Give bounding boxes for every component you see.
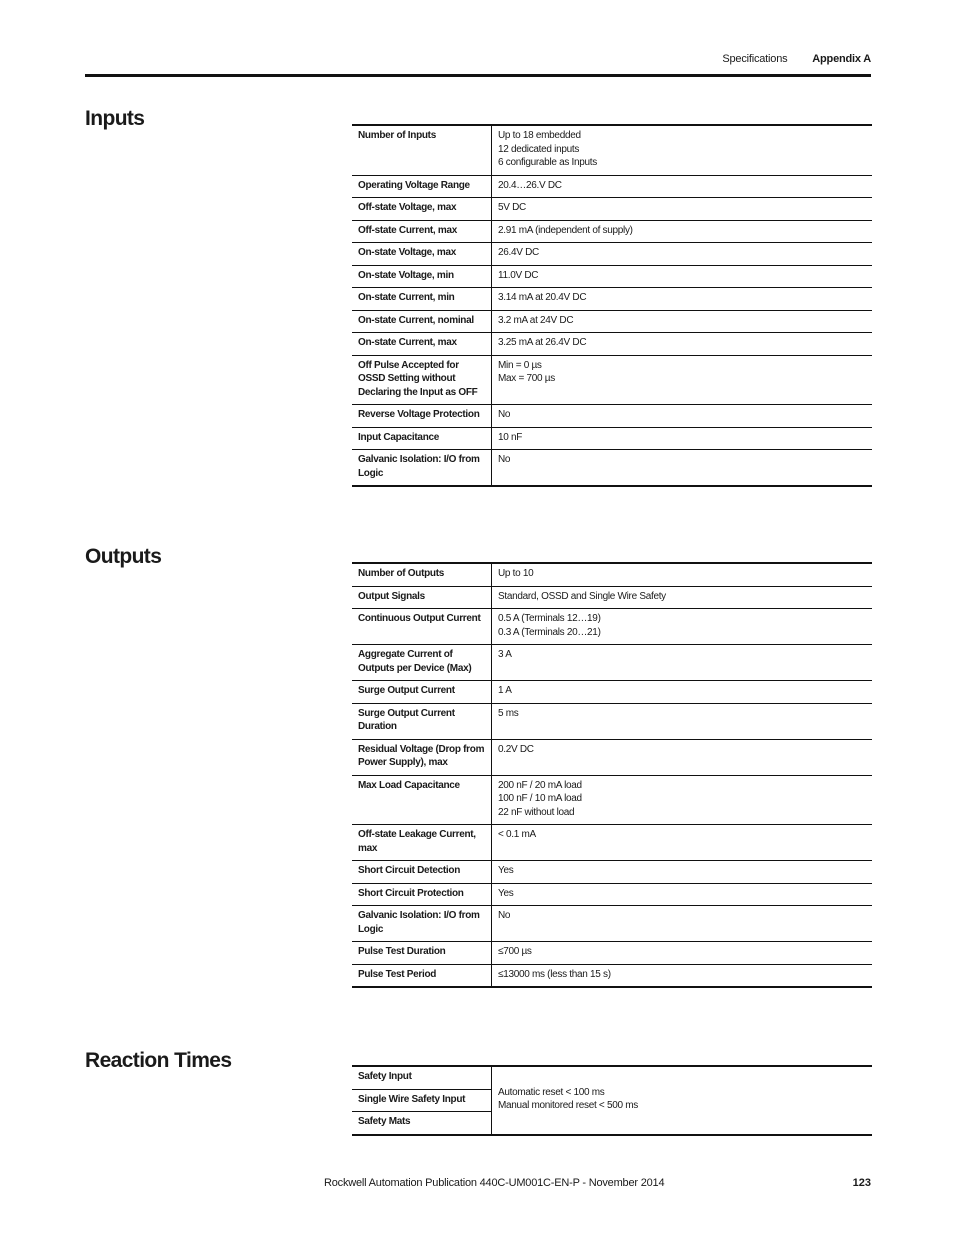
table-row <box>352 405 872 428</box>
outputs-heading: Outputs <box>85 545 162 568</box>
table-row <box>352 288 872 311</box>
spec-value: ≤13000 ms (less than 15 s) <box>498 968 611 980</box>
spec-value: Yes <box>492 861 873 884</box>
header-rule <box>85 74 871 77</box>
spec-key: On-state Current, max <box>352 333 492 356</box>
table-row <box>352 563 872 586</box>
table-row <box>352 1066 872 1089</box>
spec-key: Input Capacitance <box>352 427 492 450</box>
page-number: 123 <box>852 1177 871 1189</box>
spec-value: 0.2V DC <box>492 739 873 775</box>
table-row <box>352 861 872 884</box>
table-row <box>352 427 872 450</box>
spec-value: 1 A <box>492 681 873 704</box>
spec-key: On-state Voltage, max <box>352 243 492 266</box>
table-row <box>352 310 872 333</box>
spec-key: Residual Voltage (Drop from Power Supply), max <box>352 739 492 775</box>
spec-key: Surge Output Current <box>352 681 492 704</box>
table-row <box>352 609 872 645</box>
table-row <box>352 220 872 243</box>
spec-value: 3.25 mA at 26.4V DC <box>492 333 873 356</box>
header-appendix: Appendix A <box>812 53 871 65</box>
spec-key: Safety Input <box>352 1066 492 1089</box>
spec-key: Off Pulse Accepted for OSSD Setting without Declaring the Input as OFF <box>352 355 492 405</box>
header-section: Specifications <box>722 53 788 65</box>
table-row <box>352 906 872 942</box>
table-row <box>352 964 872 987</box>
spec-key: Operating Voltage Range <box>352 175 492 198</box>
spec-value: 10 nF <box>492 427 873 450</box>
table-row <box>352 942 872 965</box>
spec-key: Galvanic Isolation: I/O from Logic <box>352 906 492 942</box>
spec-key: Aggregate Current of Outputs per Device (Max) <box>352 645 492 681</box>
table-row <box>352 125 872 175</box>
spec-key: On-state Current, min <box>352 288 492 311</box>
spec-value: Automatic reset < 100 ms Manual monitored reset < 500 ms <box>492 1066 873 1135</box>
spec-key: Safety Mats <box>352 1112 492 1135</box>
table-row <box>352 775 872 825</box>
spec-key: Short Circuit Detection <box>352 861 492 884</box>
spec-value: Min = 0 µs Max = 700 µs <box>492 355 873 405</box>
spec-key: Off-state Current, max <box>352 220 492 243</box>
reaction-times-table <box>352 1065 872 1136</box>
table-row <box>352 703 872 739</box>
spec-value: 5V DC <box>492 198 873 221</box>
table-row <box>352 645 872 681</box>
table-row <box>352 175 872 198</box>
spec-value: 200 nF / 20 mA load 100 nF / 10 mA load 22 nF without load <box>492 775 873 825</box>
spec-value: 3.2 mA at 24V DC <box>492 310 873 333</box>
spec-value: ≤700 µs <box>492 942 873 965</box>
spec-key: Single Wire Safety Input <box>352 1089 492 1112</box>
table-row <box>352 450 872 487</box>
table-row <box>352 586 872 609</box>
footer-publication: Rockwell Automation Publication 440C-UM001C-EN-P - November 2014 <box>324 1177 665 1189</box>
spec-key: Off-state Voltage, max <box>352 198 492 221</box>
table-row <box>352 333 872 356</box>
spec-value: 5 ms <box>492 703 873 739</box>
spec-value: No <box>498 454 511 465</box>
outputs-table <box>352 562 872 988</box>
table-row <box>352 243 872 266</box>
table-row <box>352 739 872 775</box>
spec-key: Continuous Output Current <box>352 609 492 645</box>
spec-value: No <box>492 906 873 942</box>
spec-key: Pulse Test Duration <box>352 942 492 965</box>
table-row <box>352 198 872 221</box>
spec-key: Off-state Leakage Current, max <box>352 825 492 861</box>
spec-key: Number of Outputs <box>352 563 492 586</box>
reaction-times-heading: Reaction Times <box>85 1049 232 1072</box>
spec-value: 0.5 A (Terminals 12…19) 0.3 A (Terminals 20…21) <box>492 609 873 645</box>
table-row <box>352 355 872 405</box>
spec-key: Pulse Test Period <box>352 964 492 987</box>
spec-value: Yes <box>492 883 873 906</box>
table-row <box>352 265 872 288</box>
spec-value: 2.91 mA (independent of supply) <box>492 220 873 243</box>
spec-key: Surge Output Current Duration <box>352 703 492 739</box>
inputs-table <box>352 124 872 487</box>
spec-key: Output Signals <box>352 586 492 609</box>
spec-key: Short Circuit Protection <box>352 883 492 906</box>
spec-value: 20.4…26.V DC <box>492 175 873 198</box>
spec-value: Up to 10 <box>492 563 873 586</box>
spec-value: Up to 18 embedded 12 dedicated inputs 6 configurable as Inputs <box>492 125 873 175</box>
spec-value: Standard, OSSD and Single Wire Safety <box>492 586 873 609</box>
table-row <box>352 681 872 704</box>
table-row <box>352 825 872 861</box>
spec-value: 3 A <box>492 645 873 681</box>
spec-value: No <box>492 405 873 428</box>
spec-key: Number of Inputs <box>352 125 492 175</box>
spec-value: 3.14 mA at 20.4V DC <box>492 288 873 311</box>
spec-value: 11.0V DC <box>492 265 873 288</box>
running-header <box>722 53 871 65</box>
table-row <box>352 883 872 906</box>
spec-key: On-state Voltage, min <box>352 265 492 288</box>
spec-key: Max Load Capacitance <box>352 775 492 825</box>
spec-key: On-state Current, nominal <box>352 310 492 333</box>
spec-key: Reverse Voltage Protection <box>352 405 492 428</box>
spec-key: Galvanic Isolation: I/O from Logic <box>352 450 492 487</box>
spec-value: < 0.1 mA <box>492 825 873 861</box>
inputs-heading: Inputs <box>85 107 145 130</box>
spec-value: 26.4V DC <box>492 243 873 266</box>
